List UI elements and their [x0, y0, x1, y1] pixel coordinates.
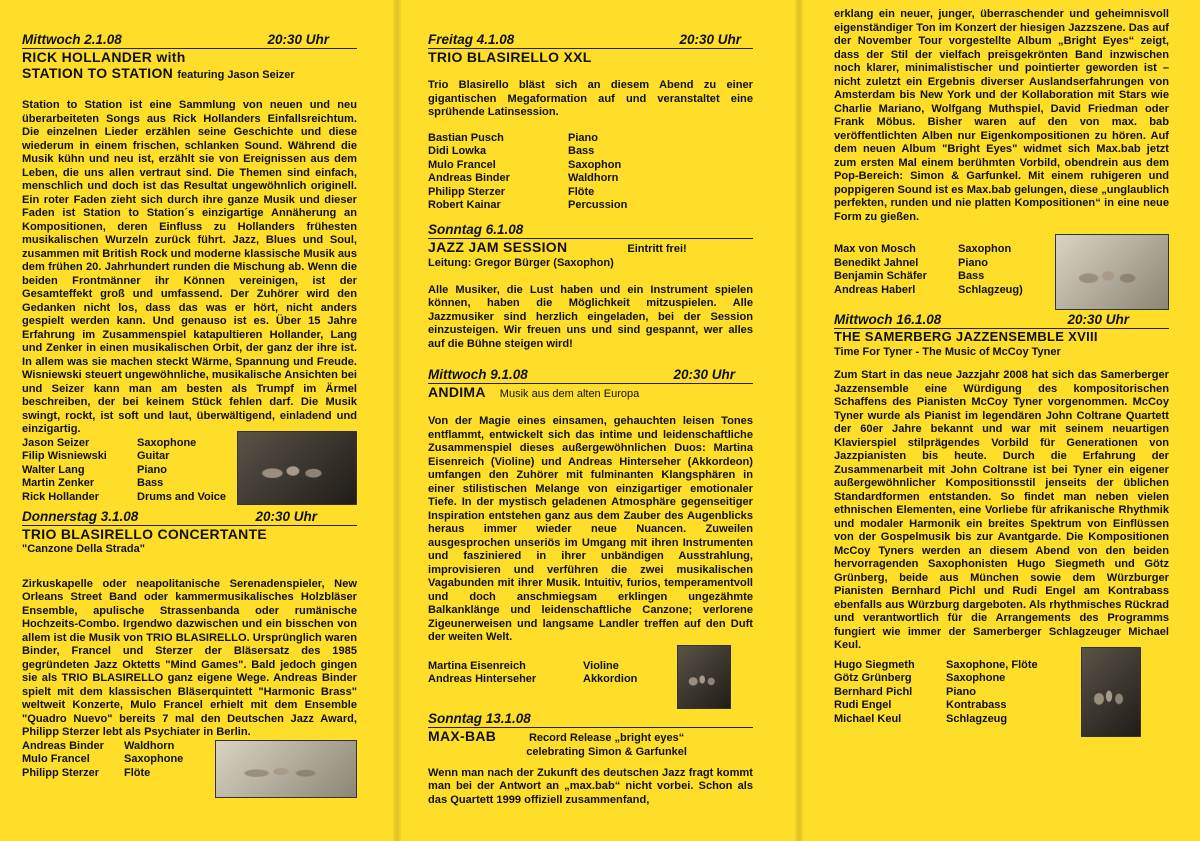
member-role: Piano	[137, 463, 167, 476]
event-trio-blasirello-xxl	[428, 32, 753, 213]
member-name: Götz Grünberg	[834, 672, 912, 684]
event-andima	[428, 367, 753, 709]
member-role: Bass	[137, 477, 164, 489]
event-description: Alle Musiker, die Lust haben und ein Instrument spielen können, haben die Möglichkeit mitzuspielen. Alle Jazzmusiker sind herzlich eingeladen, bei der Session einzusteigen. Wir freuen uns und sind gespannt, wer alles auf die Bühne steigen wird!	[428, 283, 753, 350]
event-note-block	[526, 731, 687, 759]
event-day: Sonntag 13.1.08	[428, 710, 531, 726]
member-role: Bass	[568, 145, 595, 157]
event-day: Mittwoch 9.1.08	[428, 367, 528, 382]
member-row	[834, 672, 1038, 686]
event-max-bab	[428, 711, 753, 808]
event-date-line	[834, 312, 1169, 329]
member-name: Benjamin Schäfer	[834, 270, 927, 282]
member-role: Saxophone	[946, 672, 1006, 684]
event-date-line	[428, 711, 753, 728]
member-role: Saxophon	[958, 243, 1012, 255]
member-row	[428, 199, 753, 213]
member-role: Saxophone, Flöte	[946, 658, 1038, 671]
member-name: Mulo Francel	[22, 753, 90, 765]
event-time: 20:30 Uhr	[673, 367, 735, 382]
event-title: MAX-BAB	[428, 727, 497, 744]
event-date-line	[428, 32, 753, 49]
event-date-line	[22, 509, 357, 526]
member-row	[834, 284, 1023, 298]
event-day: Mittwoch 2.1.08	[22, 32, 122, 47]
member-role: Waldhorn	[568, 172, 619, 184]
member-role: Schlagzeug	[946, 712, 1008, 725]
member-row	[428, 172, 753, 186]
member-role: Waldhorn	[124, 739, 175, 752]
member-role: Saxophone	[124, 753, 184, 765]
event-note: celebrating Simon & Garfunkel	[526, 745, 687, 758]
member-row	[22, 740, 183, 754]
event-subtitle: Time For Tyner - The Music of McCoy Tyner	[834, 346, 1061, 358]
member-list	[22, 437, 226, 505]
member-row	[22, 767, 183, 781]
band-photo	[215, 740, 357, 798]
member-row	[22, 450, 226, 464]
member-list	[834, 659, 1038, 727]
member-name: Philipp Sterzer	[22, 766, 100, 779]
member-row	[834, 699, 1038, 713]
event-title: RICK HOLLANDER with	[22, 49, 186, 65]
member-name: Martina Eisenreich	[428, 659, 526, 672]
event-subtitle: "Canzone Della Strada"	[22, 542, 145, 555]
fold-line	[795, 0, 803, 841]
event-jazz-jam-session	[428, 222, 753, 352]
member-name: Didi Lowka	[428, 145, 487, 157]
event-trio-blasirello-concertante	[22, 509, 357, 798]
lineup	[428, 645, 753, 709]
member-role: Guitar	[137, 450, 170, 462]
member-name: Andreas Binder	[428, 172, 510, 184]
member-role: Schlagzeug)	[958, 283, 1023, 296]
event-description: Station to Station ist eine Sammlung von neuen und neu überarbeiteten Songs aus Rick Hollanders Einfallsreichtum. Die einzelnen Lieder erzählen seine Geschichte und diese wiederum in einem frischen, schlanken Sound. Während die Musik kühn und neu ist, erzählt sie von Ereignissen aus dem Leben, die uns allen vertraut sind. Die Themen sind einfach, menschlich und doch ist das Resultat ungewöhnlich originell. Ein roter Faden zieht sich durch ihre ganze Musik und dieser Faden ist Station to Station´s einzigartige Annäherung an Kompositionen, deren Einfluss zu Hollanders frühesten musikalischen Wurzeln zurück führt. Jazz, Blues und Soul, zusammen mit British Rock und moderne klassische Musik aus dem frühen 20. Jahrhundert runden die Mischung ab. Wenn die beiden Frontmänner ihr Können vereinigen, ist der Gesamteffekt groß und umfassend. Der Zuhörer wird den Gedanken nicht los, dass das was er hört, nicht anders gespielt werden kann. Und genauso ist es. Über 15 Jahre Erfahrung im Zusammenspiel katapultieren Hollander, Lang und Zenker in einen musikalischen Orbit, der ganz der ihre ist. In allem was sie machen steckt Wärme, Spannung und Freude. Wisniewski steuert ungewöhnliche, musikalische Ansichten bei und Seizer kann man am besten als Trumpf im Ärmel beschreiben, der bei keinem Stück fehlen darf. Die Musik swingt, rockt, ist soft und laut, überwältigend, einladend und einzigartig.	[22, 99, 357, 435]
member-row	[22, 753, 183, 767]
member-name: Andreas Hinterseher	[428, 673, 537, 685]
event-description: Von der Magie eines einsamen, gehauchten leisen Tones entflammt, entwickelt sich das intime und leidenschaftliche Zusammenspiel dieses außergewöhnlichen Duos: Martina Eisenreich (Violine) und Andreas Hinterseher (Akkordeon) umfangen den Zuhörer mit fulminanten Klangsphären in einer stilistischen Melange von einzigartiger emotionaler Tiefe. In der mystisch geladenen Atmosphäre gegenseitiger Inspiration entstehen ganz aus dem Zauber des Augenblicks heraus immer wieder neue Nuancen. Zuweilen ausgesprochen unseriös im Umgang mit ihren Instrumenten und fasziniered in ihrer unbändigen Ausstrahlung, improvisieren und verführen die zwei musikalischen Vagabunden mit ihrer Musik. Intuitiv, furios, temperamentvoll und doch anschmiegsam erklingen ungezähmte Balkanklänge und leidenschaftliche Canzone; verlorene Zigeunerweisen und langsame Landler treffen auf den Duft der weiten Welt.	[428, 415, 753, 643]
event-title: THE SAMERBERG JAZZENSEMBLE XVIII	[834, 329, 1098, 344]
member-role: Flöte	[124, 766, 151, 779]
event-title: ANDIMA	[428, 384, 486, 400]
member-name: Walter Lang	[22, 463, 85, 476]
column-2	[428, 0, 753, 841]
member-row	[834, 713, 1038, 727]
band-photo	[237, 431, 357, 505]
member-role: Flöte	[568, 185, 595, 198]
lineup	[834, 234, 1169, 310]
event-lead: Leitung: Gregor Bürger (Saxophon)	[428, 256, 614, 269]
event-note: Musik aus dem alten Europa	[499, 388, 640, 400]
fold-line	[393, 0, 401, 841]
event-description: Zum Start in das neue Jazzjahr 2008 hat sich das Samerberger Jazzensemble eine Würdigung des kompositorischen Schaffens des Pianisten McCoy Tyner vorgenommen. McCoy Tyner wurde als Pianist im legendären John Coltrane Quartett der 60er Jahre bekannt und war mit seinem neuartigen Klavierspiel stilprägendes Vorbild für Generationen von Jazzpianisten bis heute. Durch die Erfahrung der Zusammenarbeit mit John Coltrane ist bei Tyner ein eigener außergewöhnlicher Kompositionsstil jenseits der üblichen Standardformen entstanden. So findet man neben vielen ethnischen Elementen, eine Vorliebe für afrikanische Rhythmik und modaler Harmonik ein breites Spektrum von Einflüssen von der Gospelmusik bis zur Avantgarde. Die Kompositionen McCoy Tyners werden an diesem Abend von den beiden hervorragenden Saxophonisten Hugo Siegmeth und Götz Grünberg, beide aus München sowie dem Würzburger Pianisten Bernhard Pichl und Rudi Engel am Kontrabass ebenfalls aus Würzburg dargeboten. Als rhythmisches Rückrad und verantwortlich für die Arrangements des Programms fungiert wie immer der Samerberger Schlagzeuger Michael Keul.	[834, 369, 1169, 651]
column-3	[834, 0, 1169, 841]
event-time: 20:30 Uhr	[267, 32, 329, 47]
event-day: Sonntag 6.1.08	[428, 221, 524, 237]
lineup	[834, 659, 1169, 737]
duo-photo	[677, 645, 731, 709]
event-rick-hollander	[22, 32, 357, 505]
member-name: Filip Wisniewski	[22, 450, 107, 462]
lineup	[22, 437, 357, 505]
member-row	[428, 132, 753, 146]
member-role: Kontrabass	[946, 699, 1007, 711]
event-title-main: STATION TO STATION	[22, 65, 174, 81]
member-list	[428, 132, 753, 213]
event-title: JAZZ JAM SESSION	[428, 238, 568, 255]
member-name: Rudi Engel	[834, 699, 892, 711]
event-title: TRIO BLASIRELLO CONCERTANTE	[22, 525, 268, 542]
member-row	[22, 437, 226, 451]
event-time: 20:30 Uhr	[679, 32, 741, 47]
member-name: Michael Keul	[834, 712, 902, 725]
lineup	[22, 740, 357, 798]
member-name: Bernhard Pichl	[834, 685, 913, 698]
event-samerberg-jazzensemble	[834, 312, 1169, 737]
member-row	[834, 686, 1038, 700]
member-name: Andreas Binder	[22, 739, 104, 752]
event-title-line2	[22, 65, 357, 83]
event-title: TRIO BLASIRELLO XXL	[428, 49, 592, 65]
member-name: Andreas Haberl	[834, 283, 916, 296]
member-name: Martin Zenker	[22, 477, 95, 489]
event-time: 20:30 Uhr	[1067, 312, 1129, 327]
member-name: Bastian Pusch	[428, 131, 504, 144]
event-day: Mittwoch 16.1.08	[834, 312, 942, 327]
member-row	[834, 270, 1023, 284]
event-featuring: featuring Jason Seizer	[177, 69, 295, 81]
member-row	[428, 660, 637, 674]
member-row	[428, 186, 753, 200]
event-title-row	[428, 384, 753, 401]
member-role: Piano	[568, 131, 598, 144]
event-title-row	[428, 239, 753, 256]
event-title-row	[428, 728, 753, 759]
event-date-line	[22, 32, 357, 49]
member-row	[834, 243, 1023, 257]
band-photo	[1055, 234, 1169, 310]
member-role: Drums and Voice	[137, 490, 227, 503]
column-1	[22, 0, 357, 841]
member-name: Mulo Francel	[428, 158, 496, 171]
event-date-line	[428, 367, 753, 384]
member-list	[22, 740, 183, 781]
event-date-line	[428, 222, 753, 239]
member-role: Akkordion	[583, 673, 638, 685]
member-row	[22, 477, 226, 491]
member-role: Piano	[946, 685, 976, 698]
event-description: Zirkuskapelle oder neapolitanische Serenadenspieler, New Orleans Street Band oder kammermusikalisches Holzbläser Ensemble, apulische Strassenbanda oder rumänische Hochzeits-Combo. Irgendwo dazwischen und ein bisschen von allem ist die Musik von TRIO BLASIRELLO. Ursprünglich waren Binder, Francel und Sterzer der Bläsersatz des 1985 gegründeten Jazz Oktetts "Mind Games". Bald jedoch gingen sie als TRIO BLASIRELLO ganz eigene Wege. Andreas Binder spielt mit dem klassischen Bläserquintett "Harmonic Brass" weltweit Konzerte, Mulo Francel erhielt mit dem Ensemble "Quadro Nuevo" bereits 7 mal den Deutschen Jazz Award, Philipp Sterzer lebt als Psychiater in Berlin.	[22, 577, 357, 738]
event-note: Record Release „bright eyes“	[528, 731, 685, 744]
member-list	[428, 660, 637, 687]
member-name: Robert Kainar	[428, 199, 501, 211]
event-day: Freitag 4.1.08	[428, 32, 515, 47]
member-role: Violine	[583, 659, 619, 672]
member-role: Bass	[958, 270, 985, 282]
member-name: Hugo Siegmeth	[834, 658, 915, 671]
event-description-continued: erklang ein neuer, junger, überraschender und geheimnisvoll eigenständiger Ton im Konzert der hiesigen Jazzszene. Das auf der November Tour vorgestellte Album „Bright Eyes“ zeigt, dass der Stil der vielfach preisgekrönten Band inzwischen noch klarer, minimalistischer und pointierter geworden ist – nicht zuletzt ein Ergebnis diverser Auslandserfahrungen von Amsterdam bis New York und der Kollaboration mit Stars wie Charlie Mariano, Wolfgang Muthspiel, David Friedman oder Frank Möbus. Bisher waren auf den von max. bab veröffentlichten Alben nur Eigenkompositionen zu hören. Auf dem neuen Album "Bright Eyes" widmet sich Max.bab jetzt zum ersten Mal einem berühmten Vorbild, obendrein aus dem Pop-Bereich: Simon & Garfunkel. Mit einem ruhigeren und poppigeren Sound ist es Max.bab gelungen, diese „unglaublich perfekten, runden und nie platten Kompositionen“ in eine neue Form zu gießen.	[834, 8, 1169, 223]
member-role: Saxophone	[137, 436, 197, 449]
member-row	[834, 659, 1038, 673]
member-role: Percussion	[568, 199, 628, 211]
member-name: Rick Hollander	[22, 490, 100, 503]
member-row	[428, 159, 753, 173]
member-list	[834, 243, 1023, 297]
member-row	[428, 145, 753, 159]
member-row	[22, 464, 226, 478]
member-role: Saxophon	[568, 158, 622, 171]
member-name: Max von Mosch	[834, 243, 916, 255]
member-row	[22, 491, 226, 505]
member-name: Benedikt Jahnel	[834, 256, 919, 269]
drummer-photo	[1081, 647, 1141, 737]
member-role: Piano	[958, 256, 988, 269]
member-name: Philipp Sterzer	[428, 185, 506, 198]
member-row	[834, 257, 1023, 271]
event-description: Trio Blasirello bläst sich an diesem Abend zu einer gigantischen Megaformation auf und veranstaltet eine sprühende Latinsession.	[428, 79, 753, 118]
event-day: Donnerstag 3.1.08	[22, 508, 139, 524]
member-name: Jason Seizer	[22, 436, 90, 449]
event-description: Wenn man nach der Zukunft des deutschen Jazz fragt kommt man bei der Antwort an „max.bab“ nicht vorbei. Schon als das Quartett 1999 offiziell zusammenfand,	[428, 766, 753, 806]
event-time: 20:30 Uhr	[255, 508, 317, 524]
member-row	[428, 673, 637, 687]
event-note: Eintritt frei!	[627, 242, 687, 255]
